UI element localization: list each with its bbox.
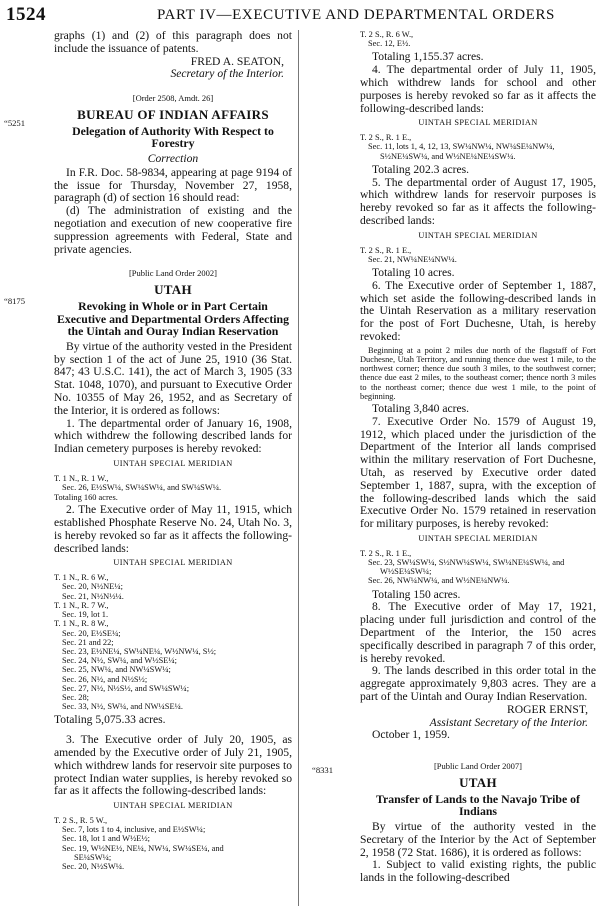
land-description: [54, 816, 292, 871]
land-line: W½SE¼SW¼;: [380, 567, 432, 577]
signature-name: FRED A. SEATON,: [190, 54, 284, 68]
paragraph: 9. The lands described in this order total in the aggregate approximately 9,803 acres. They are a part of the Uintah and Ouray Indian Reservation.: [360, 664, 596, 703]
meridian-heading: UINTAH SPECIAL MERIDIAN: [113, 558, 233, 568]
signature-title: Assistant Secretary of the Interior.: [429, 715, 588, 729]
land-line: Sec. 19, lot 1.: [62, 610, 109, 620]
paragraph: 1. The departmental order of January 16, 1908, which withdrew the following described lands for Indian cemetery purposes is hereby revoked:: [54, 416, 292, 456]
margin-number: “5251: [4, 118, 26, 128]
land-line: Sec. 26, NW¼NW¼, and W½NE¼NW¼.: [368, 576, 510, 586]
paragraph: 6. The Executive order of September 1, 1887, which set aside the following-described lands in the Uintah Reservation as a military reservation for the post of Fort Duchesne, Utah, is hereby revoked:: [360, 278, 596, 343]
left-column: [54, 30, 292, 871]
metes-and-bounds: Beginning at a point 2 miles due north of the flagstaff of Fort Duchesne, Utah Territory, and running thence due west 1 mile, to the northwest corner; thence due south 3 miles, to the southwest corner; thence due east 2 miles, to the southeast corner; thence north 3 miles to the northeast corner; thence due west 1 mile, to the point of beginning.: [360, 345, 596, 401]
land-line: Sec. 12, E½.: [368, 39, 411, 49]
column-divider: [298, 30, 299, 906]
land-line: Sec. 23, E½NE¼, SW¼NE¼, W½NW¼, S½;: [62, 646, 217, 656]
land-description: [54, 573, 292, 711]
land-line: Sec. 27, N½, N½S½, and SW¼SW¼;: [62, 683, 190, 693]
paragraph: By virtue of the authority vested in the Secretary of the Interior by the Act of September 2, 1958 (72 Stat. 1686), it is ordered as follows:: [360, 819, 596, 859]
state-heading: UTAH: [154, 282, 192, 298]
land-line: T. 2 S., R. 1 E.,: [360, 548, 412, 558]
land-line: Sec. 18, lot 1 and W½E½;: [62, 834, 151, 844]
meridian-heading: UINTAH SPECIAL MERIDIAN: [418, 118, 538, 128]
order-number: [Order 2508, Amdt. 26]: [132, 93, 214, 104]
land-line: T. 2 S., R. 1 E.,: [360, 245, 412, 255]
land-line: T. 2 S., R. 5 W.,: [54, 815, 108, 825]
land-description: [360, 30, 596, 48]
land-line: T. 1 N., R. 6 W.,: [54, 573, 109, 583]
correction-label: Correction: [147, 151, 199, 165]
page-header: [0, 4, 602, 28]
paragraph: 5. The departmental order of August 17, 1905, which withdrew lands for reservoir purposes is hereby revoked so far as it affects the following-described lands:: [360, 175, 596, 227]
land-description: [54, 474, 292, 492]
signature-name: ROGER ERNST,: [507, 702, 588, 716]
meridian-heading: UINTAH SPECIAL MERIDIAN: [113, 801, 233, 811]
right-column: [360, 30, 596, 885]
margin-number: “8331: [312, 765, 334, 775]
meridian-heading: UINTAH SPECIAL MERIDIAN: [418, 230, 538, 240]
land-line: Sec. 21, N½N½¼.: [62, 591, 124, 601]
land-line: Sec. 26, E½SW¼, SW¼SW¼, and SW¼SW¼.: [62, 482, 222, 492]
land-line: Sec. 20, E½SE¼;: [62, 628, 121, 638]
land-description: [360, 133, 596, 161]
land-line: Sec. 11, lots 1, 4, 12, 13, SW¼NW¼, NW¼SE¼NW¼,: [368, 142, 555, 152]
acreage-total: Totaling 1,155.37 acres.: [372, 50, 484, 64]
agency-heading: BUREAU OF INDIAN AFFAIRS: [77, 106, 269, 122]
order-date: October 1, 1959.: [372, 728, 450, 742]
acreage-total: Totaling 150 acres.: [372, 587, 461, 601]
paragraph: 8. The Executive order of May 17, 1921, placing under full jurisdiction and control of the Department of the Interior, the 150 acres specifically described in paragraph 7 of this order, is hereby revoked.: [360, 600, 596, 665]
land-line: SE¼SW¼;: [74, 852, 112, 862]
paragraph: In F.R. Doc. 58-9834, appearing at page 9194 of the issue for Thursday, November 27, 1958, paragraph (d) of section 16 should read:: [54, 165, 292, 205]
acreage-total: Totaling 5,075.33 acres.: [54, 713, 166, 727]
land-line: Sec. 23, SW¼SW¼, S½NW¼SW¼, SW¼NE¼SW¼, and: [368, 557, 565, 567]
acreage-total: Totaling 202.3 acres.: [372, 162, 470, 176]
land-line: Sec. 25, NW¼, and NW¼SW¼;: [62, 665, 171, 675]
land-line: T. 1 N., R. 1 W.,: [54, 473, 109, 483]
paragraph: By virtue of the authority vested in the President by section 1 of the act of June 25, 1910 (36 Stat. 847; 43 U.S.C. 141), the act of March 3, 1905 (33 Stat. 1048, 1070), and pursuant to Executive Order No. 10355 of May 26, 1952, and as Secretary of the Interior, it is ordered as follows:: [54, 339, 292, 417]
meridian-heading: UINTAH SPECIAL MERIDIAN: [113, 458, 233, 468]
section-title: Revoking in Whole or in Part Certain Executive and Departmental Orders Affecting the Uintah and Ouray Indian Reservation: [57, 298, 289, 339]
land-line: Sec. 28;: [62, 692, 89, 702]
state-heading: UTAH: [459, 774, 497, 790]
acreage-total: Totaling 160 acres.: [54, 493, 118, 503]
page-number: 1524: [6, 4, 46, 25]
land-line: Sec. 21, NW¼NE¼NW¼.: [368, 254, 457, 264]
paragraph: 2. The Executive order of May 11, 1915, which established Phosphate Reserve No. 24, Utah No. 3, is hereby revoked so far as it affects the following-described lands:: [54, 503, 292, 555]
land-line: Sec. 24, N½, SW¼, and W½SE¼;: [62, 656, 177, 666]
land-line: Sec. 19, W½NE½, NE¼, NW¼, SW¼SE¼, and: [62, 843, 224, 853]
paragraph: 7. Executive Order No. 1579 of August 19, 1912, which placed under the jurisdiction of the Department of the Interior all lands comprised within the military reservation of Fort Duchesne, Utah, as reserved by Executive order dated September 1, 1887, supra, with the exception of the following-described lands which the said Executive Order No. 1579 retained in reservation for military purposes, is hereby revoked:: [360, 414, 596, 531]
land-line: T. 1 N., R. 8 W.,: [54, 619, 109, 629]
meridian-heading: UINTAH SPECIAL MERIDIAN: [418, 533, 538, 543]
order-number: [Public Land Order 2002]: [128, 268, 218, 279]
land-line: Sec. 26, N½, and N½S½;: [62, 674, 148, 684]
paragraph: 4. The departmental order of July 11, 1905, which withdrew lands for school and other purposes is hereby revoked so far as it affects the following-described lands:: [360, 63, 596, 115]
land-description: [360, 246, 596, 264]
paragraph: 1. Subject to valid existing rights, the public lands in the following-described: [360, 858, 596, 885]
paragraph: (d) The administration of existing and the negotiation and execution of new cooperative fire suppression agreements with Federal, State and private agencies.: [54, 204, 292, 256]
land-description: [360, 549, 596, 586]
land-line: S½NE¼SW¼, and W½NE¼NE¼SW¼.: [380, 151, 516, 161]
land-line: Sec. 20, N½NE¼;: [62, 582, 123, 592]
acreage-total: Totaling 10 acres.: [372, 265, 455, 279]
land-line: Sec. 20, N½SW¼.: [62, 861, 125, 871]
land-line: Sec. 7, lots 1 to 4, inclusive, and E½SW¼;: [62, 825, 206, 835]
margin-number: “8175: [4, 296, 26, 306]
section-title: Delegation of Authority With Respect to Forestry: [72, 123, 274, 151]
paragraph: graphs (1) and (2) of this paragraph does not include the issuance of patents.: [54, 29, 292, 55]
land-line: Sec. 21 and 22;: [62, 637, 114, 647]
land-line: T. 2 S., R. 6 W.,: [360, 30, 414, 39]
running-head: PART IV—EXECUTIVE AND DEPARTMENTAL ORDERS: [156, 7, 555, 23]
section-title: Transfer of Lands to the Navajo Tribe of Indians: [376, 791, 580, 819]
order-number: [Public Land Order 2007]: [433, 761, 523, 772]
land-line: T. 1 N., R. 7 W.,: [54, 600, 109, 610]
acreage-total: Totaling 3,840 acres.: [372, 401, 470, 415]
land-line: T. 2 S., R. 1 E.,: [360, 133, 412, 143]
paragraph: 3. The Executive order of July 20, 1905, as amended by the Executive order of July 21, 1905, which withdrew lands for reservoir site purposes to protect Indian water supplies, is hereby revoked so far as it affects the following-described lands:: [54, 733, 292, 798]
signature-title: Secretary of the Interior.: [170, 67, 284, 81]
land-line: Sec. 33, N½, SW¼, and NW¼SE¼.: [62, 702, 183, 712]
